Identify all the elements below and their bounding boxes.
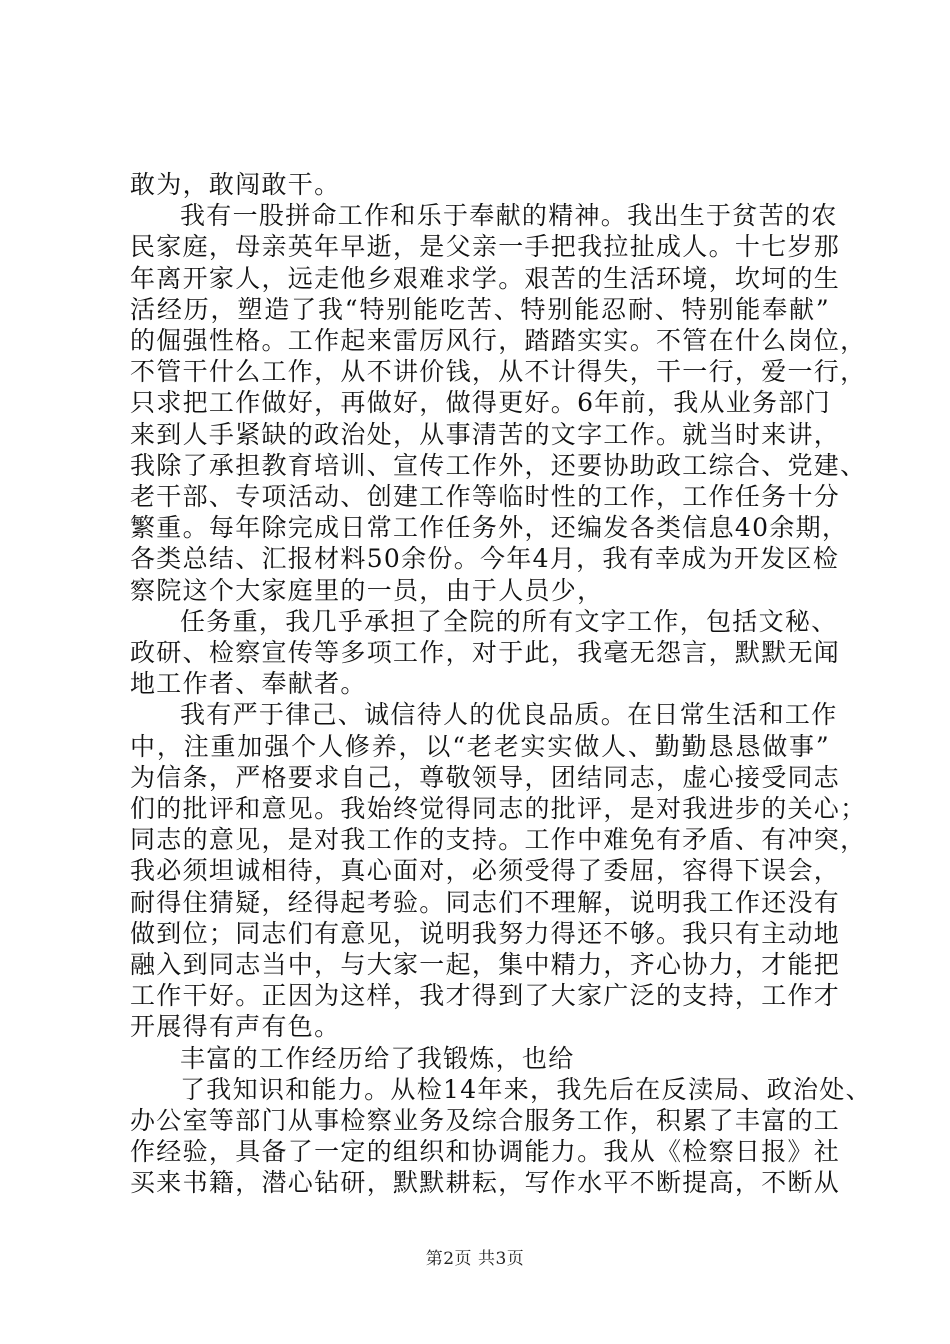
text-line: 地工作者、奉献者。 — [130, 669, 367, 699]
text-line: 敢为，敢闯敢干。 — [130, 170, 341, 199]
text-line: 我必须坦诚相待，真心面对，必须受得了委屈，容得下误会， — [130, 856, 841, 886]
text-line: 开展得有声有色。 — [130, 1012, 341, 1042]
text-line: 为信条，严格要求自己，尊敬领导，团结同志，虚心接受同志 — [130, 762, 841, 792]
text-line: 耐得住猜疑，经得起考验。同志们不理解，说明我工作还没有 — [130, 887, 841, 917]
text-line: 作经验，具备了一定的组织和协调能力。我从《检察日报》社 — [130, 1137, 841, 1167]
text-line: 老干部、专项活动、创建工作等临时性的工作，工作任务十分 — [130, 482, 841, 511]
text-line: 了我知识和能力。从检14年来，我先后在反渎局、政治处、 — [180, 1074, 872, 1104]
text-line: 丰富的工作经历给了我锻炼，也给 — [180, 1043, 575, 1073]
text-line: 来到人手紧缺的政治处，从事清苦的文字工作。就当时来讲， — [130, 419, 841, 449]
text-line: 办公室等部门从事检察业务及综合服务工作，积累了丰富的工 — [130, 1106, 841, 1135]
text-line: 我除了承担教育培训、宣传工作外，还要协助政工综合、党建、 — [130, 450, 867, 480]
text-line: 活经历，塑造了我“特别能吃苦、特别能忍耐、特别能奉献” — [130, 294, 830, 324]
text-line: 的倔强性格。工作起来雷厉风行，踏踏实实。不管在什么岗位， — [130, 326, 867, 355]
text-line: 民家庭，母亲英年早逝，是父亲一手把我拉扯成人。十七岁那 — [130, 232, 841, 262]
text-line: 各类总结、汇报材料50余份。今年4月，我有幸成为开发区检 — [130, 544, 840, 574]
text-line: 我有严于律己、诚信待人的优良品质。在日常生活和工作 — [180, 700, 838, 730]
text-line: 繁重。每年除完成日常工作任务外，还编发各类信息40余期， — [130, 513, 849, 543]
text-line: 我有一股拼命工作和乐于奉献的精神。我出生于贫苦的农 — [180, 201, 838, 231]
text-line: 中，注重加强个人修养，以“老老实实做人、勤勤恳恳做事” — [130, 731, 830, 761]
text-line: 只求把工作做好，再做好，做得更好。6年前，我从业务部门 — [130, 388, 832, 418]
text-line: 买来书籍，潜心钻研，默默耕耘，写作水平不断提高，不断从 — [130, 1168, 841, 1198]
text-line: 政研、检察宣传等多项工作，对于此，我毫无怨言，默默无闻 — [130, 638, 841, 667]
text-line: 做到位；同志们有意见，说明我努力得还不够。我只有主动地 — [130, 918, 841, 948]
text-line: 融入到同志当中，与大家一起，集中精力，齐心协力，才能把 — [130, 950, 841, 979]
text-line: 年离开家人，远走他乡艰难求学。艰苦的生活环境，坎坷的生 — [130, 263, 841, 293]
text-line: 们的批评和意见。我始终觉得同志的批评，是对我进步的关心； — [130, 794, 867, 823]
text-line: 同志的意见，是对我工作的支持。工作中难免有矛盾、有冲突， — [130, 825, 867, 855]
text-line: 任务重，我几乎承担了全院的所有文字工作，包括文秘、 — [180, 606, 838, 636]
text-line: 察院这个大家庭里的一员，由于人员少， — [130, 575, 604, 605]
text-line: 工作干好。正因为这样，我才得到了大家广泛的支持，工作才 — [130, 981, 841, 1011]
page-number-footer: 第2页 共3页 — [425, 1249, 525, 1269]
text-line: 不管干什么工作，从不讲价钱，从不计得失，干一行，爱一行， — [130, 357, 867, 387]
